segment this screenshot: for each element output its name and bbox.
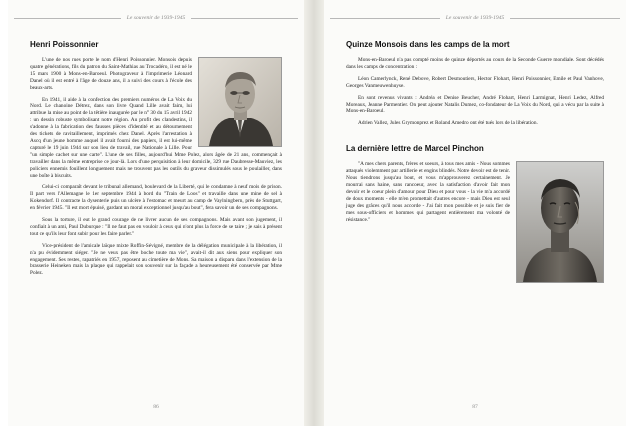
- bust-sculpture-icon: [517, 162, 603, 282]
- section-paragraph: Léon Camerlynck, René Debove, Robert Desmoutiers, Hector Flohart, Henri Poissonnier, Emile et Paul Vanhove, Georges Vanmeuwenhuyse.: [346, 75, 604, 89]
- article-paragraph: Celui-ci comparaît devant le tribunal allemand, boulevard de la Liberté, qui le condamne à neuf mois de prison. Il part vers l'Allemagne le 1er septembre 1944 à bord du "Train de Loos" et travaille dans une mine de sel à Kokendorf. Il contracte la dysenterie puis un ulcère à l'estomac et meurt au camp de Vaylningbern, près de Stuttgart, en février 1945. "Il est mort épuisé, gardant un moral exceptionnel jusqu'au bout", fera savoir un de ses compagnons.: [30, 184, 282, 212]
- right-page-content: [346, 40, 604, 287]
- section-paragraph: Mons-en-Baroeul n'a pas compté moins de quinze déportés au cours de la Seconde Guerre mondiale. Sont décédés dans les camps de concentration :: [346, 57, 604, 70]
- article-title: Henri Poissonnier: [30, 40, 99, 49]
- page-number-right: 87: [472, 404, 478, 410]
- book-spine: [304, 0, 324, 426]
- portrait-photo: [198, 57, 282, 147]
- article-paragraph: Vice-président de l'amicale laïque mixte Roffin-Sévigné, membre de la délégation municipale à la libération, il n'a pu évidemment siéger. "Je ne veux pas être boche toute ma vie", avait-il dit aux siens pour expliquer son engagement. Ses restes, rapatriés en 1957, reposent au cimetière de Mons. Sa maison a disparu dans l'extension de la brasserie Heineken mais la plaque qui rappelait son souvenir sur la façade a heureusement été conservée par Mme Polez.: [30, 242, 282, 277]
- section-paragraph: Adrien Vallez, Jules Grymonprez et Roland Amedro ont été tués lors de la libération.: [358, 120, 538, 127]
- article-paragraph: L'une de nos rues porte le nom d'Henri Poissonnier. Monsois depuis quatre générations, fils du patron du Saint-Mathias au Trocadéro, il est né le 15 mars 1900 à Mons-en-Baroeul. Photograveur à l'imprimerie Léonard Danel où il est entré à l'âge de douze ans, il a suivi des cours à l'école des beaux-arts.: [30, 57, 192, 91]
- header-rule: [330, 18, 440, 19]
- running-head-text: Le souvenir de 1939-1945: [445, 15, 505, 21]
- section-title: La dernière lettre de Marcel Pinchon: [346, 144, 484, 154]
- article-paragraph: Sous la torture, il eut le grand courage de ne livrer aucun de ses compagnons. Mais avant son jugement, il confiait à un ami, Paul Duburque : "Il ne faut pas en vouloir à ceux qui n'ont plus la force de se taire ; je sais à présent tout ce qu'ils leur font subir pour les faire parler.": [30, 217, 282, 237]
- running-head-right: [324, 13, 626, 23]
- left-page-content: [30, 40, 282, 282]
- right-page: [324, 0, 626, 426]
- running-head-text: Le souvenir de 1939-1945: [126, 15, 186, 21]
- page-number-left: 86: [153, 404, 159, 410]
- header-rule: [14, 18, 121, 19]
- running-head-left: [8, 13, 304, 23]
- header-rule: [510, 18, 620, 19]
- section-title: Quinze Monsois dans les camps de la mort: [346, 40, 510, 49]
- section-paragraph: En sont revenus vivants : Andréa et Denise Beucher, André Flohart, Henri Larmignat, Henri Ledez, Alfred Moreaux, Jeanne Parmentier. On peut ajouter Natalis Dumez, co-fondateur de La Voix du Nord, qui a vécu par la suite à Mons-en-Baroeul.: [346, 94, 604, 115]
- article-paragraph: En 1941, il aide à la confection des premiers numéros de La Voix du Nord. Le chanoine Détrez, dans son livre Quand Lille avait faim, lui attribue la mise au point de la têtière inaugurée par le n° 30 du 15 avril 1942 : un dessin robuste symbolisant notre région. Au profit des clandestins, il s'adonne à la fabrication des fausses pièces d'identité et au détournement des tickets de ravitaillement, imprimés chez Danel. Après l'arrestation à Ascq d'un jeune homme auquel il avait fourni des papiers, il est lui-même capturé le 19 juin 1944 sur son lieu de travail, rue Nationale à Lille. Pour "un simple cachet sur une carte". L'une de ses filles, aujourd'hui Mme Polez, alors âgée de 21 ans, commençait à travailler dans la même entreprise ce jour-là. Lors d'une perquisition à leur domicile, 329 rue Daubresse-Mauviez, les policiers ennemis fouillent longuement mais ne trouvent pas les outils du graveur dissimulés sous le poulailler, dans une boîte à biscuits.: [30, 96, 282, 179]
- portrait-man-icon: [199, 58, 281, 146]
- header-rule: [191, 18, 298, 19]
- bust-photo: [516, 161, 604, 283]
- left-page: [8, 0, 304, 426]
- letter-paragraph: "A mes chers parents, frères et soeurs, à tous mes amis - Nous sommes attaqués violemment par artillerie et engins blindés. Notre devoir est de tenir. Nous tiendrons jusqu'au bout, et vous m'approuverez certainement. Je mourrai sans haine, sans rancoeur, avec la satisfaction d'avoir fait mon devoir et le coeur plein d'amour pour Dieu et pour vous - la vie m'a accordé de doux moments - elle m'en promettait d'autres encore - mais Dieu est seul juge des grâces qu'il nous accorde - J'ai fait mon possible et je suis fier de mes sous-officiers et hommes qui partagent entièrement ma volonté de résistance.": [346, 161, 510, 223]
